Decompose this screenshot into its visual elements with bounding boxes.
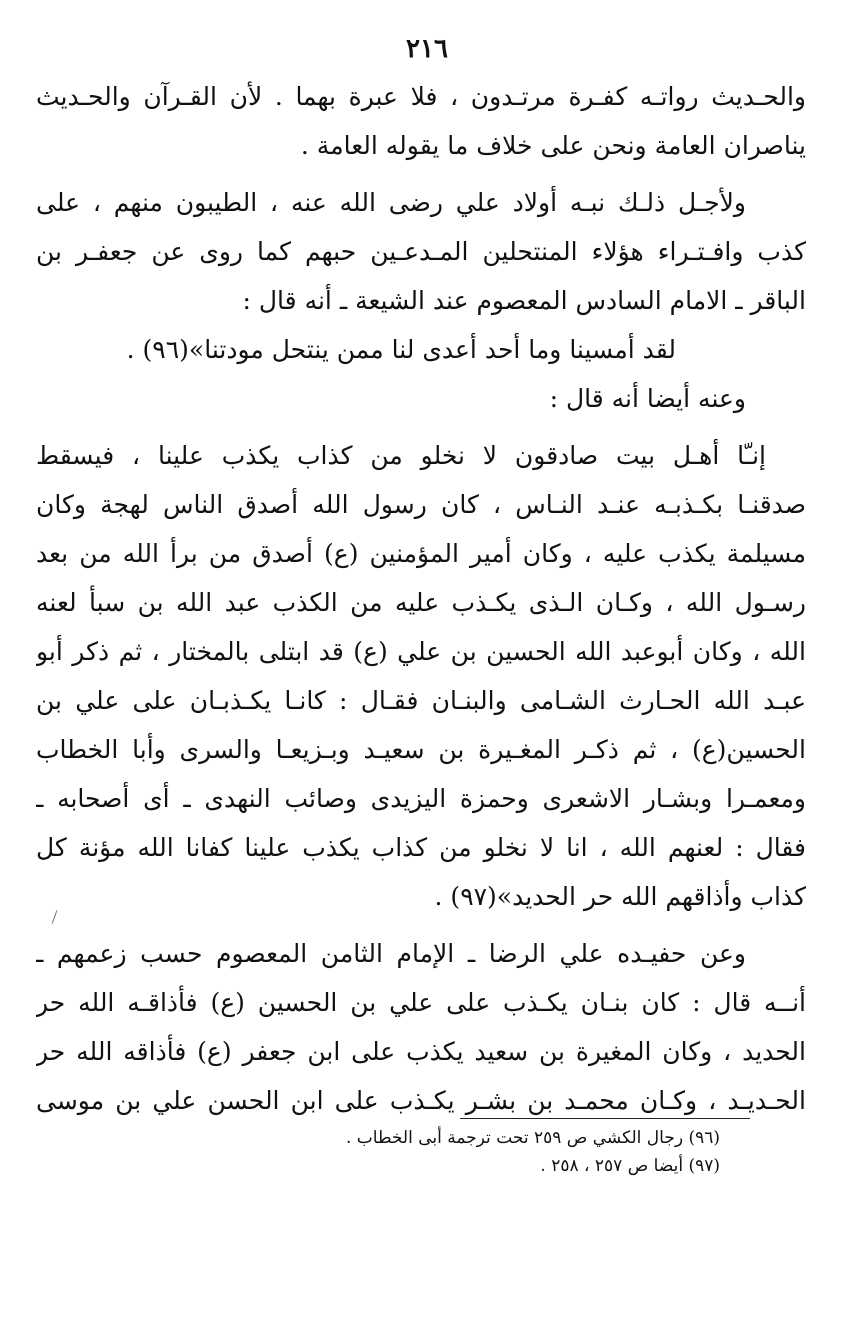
footnotes [300, 1124, 720, 1180]
quote-line-8: الحسين(ع) ، ثم ذكـر المغـيرة بن سعيـد وبـزيعـا والسرى وأبا الخطاب [36, 735, 806, 764]
text-line-5: الباقر ـ الامام السادس المعصوم عند الشيعة ـ أنه قال : [242, 286, 806, 315]
text-line-3: ولأجـل ذلـك نبـه أولاد علي رضى الله عنه ، الطيبون منهم ، على [36, 188, 746, 217]
quote-line-3: صدقنـا بكـذبـه عنـد النـاس ، كان رسول الله أصدق الناس لهجة وكان [36, 490, 806, 519]
quote-line-2: إنـّا أهـل بيت صادقون لا نخلو من كذاب يكذب علينا ، فيسقط [36, 441, 766, 470]
page-number: ٢١٦ [406, 34, 448, 64]
text-line-2: يناصران العامة ونحن على خلاف ما يقوله العامة . [300, 131, 806, 160]
text-line-6: وعنه أيضا أنه قال : [549, 384, 746, 413]
quote-line-6: الله ، وكان أبوعبد الله الحسين بن علي (ع) قد ابتلى بالمختار ، ثم ذكر أبو [36, 637, 806, 666]
quote-line-1: لقد أمسينا وما أحد أعدى لنا ممن ينتحل مودتنا»(٩٦) . [126, 335, 676, 364]
text-line-4: كذب وافـتـراء هؤلاء المنتحلين المـدعـين حبهم كما روى عن جعفـر بن [36, 237, 806, 266]
quote-line-11: كذاب وأذاقهم الله حر الحديد»(٩٧) . [434, 882, 806, 911]
body-text [36, 72, 806, 1125]
quote-line-7: عبـد الله الحـارث الشـامى والبنـان فقـال : كانـا يكـذبـان على علي بن [36, 686, 806, 715]
text-line-7: وعن حفيـده علي الرضا ـ الإمام الثامن المعصوم حسب زعمهم ـ [36, 939, 746, 968]
footnote-97: (٩٧) أيضا ص ٢٥٧ ، ٢٥٨ . [540, 1156, 720, 1176]
text-line-9: الحديد ، وكان المغيرة بن سعيد يكذب على ابن جعفر (ع) فأذاقه الله حر [36, 1037, 806, 1066]
footnote-96: (٩٦) رجال الكشي ص ٢٥٩ تحت ترجمة أبى الخطاب . [345, 1128, 720, 1148]
text-line-1: والحـديث رواتـه كفـرة مرتـدون ، فلا عبرة بهما . لأن القـرآن والحـديث [36, 82, 806, 111]
quote-line-9: ومعمـرا وبشـار الاشعرى وحمزة اليزيدى وصائب النهدى ـ أى أصحابه ـ [36, 784, 806, 813]
text-line-8: أنــه قال : كان بنـان يكـذب على علي بن الحسين (ع) فأذاقـه الله حر [36, 988, 806, 1017]
quote-line-10: فقال : لعنهم الله ، انا لا نخلو من كذاب يكذب علينا كفانا الله مؤنة كل [36, 833, 806, 862]
text-line-10: الحـديـد ، وكـان محمـد بن بشـر يكـذب على ابن الحسن علي بن موسى [36, 1086, 806, 1115]
quote-line-5: رسـول الله ، وكـان الـذى يكـذب عليه من الكذب عبد الله بن سبأ لعنه [36, 588, 806, 617]
footnote-divider [460, 1118, 750, 1119]
quote-line-4: مسيلمة يكذب عليه ، وكان أمير المؤمنين (ع) أصدق من برأ الله من بعد [36, 539, 806, 568]
